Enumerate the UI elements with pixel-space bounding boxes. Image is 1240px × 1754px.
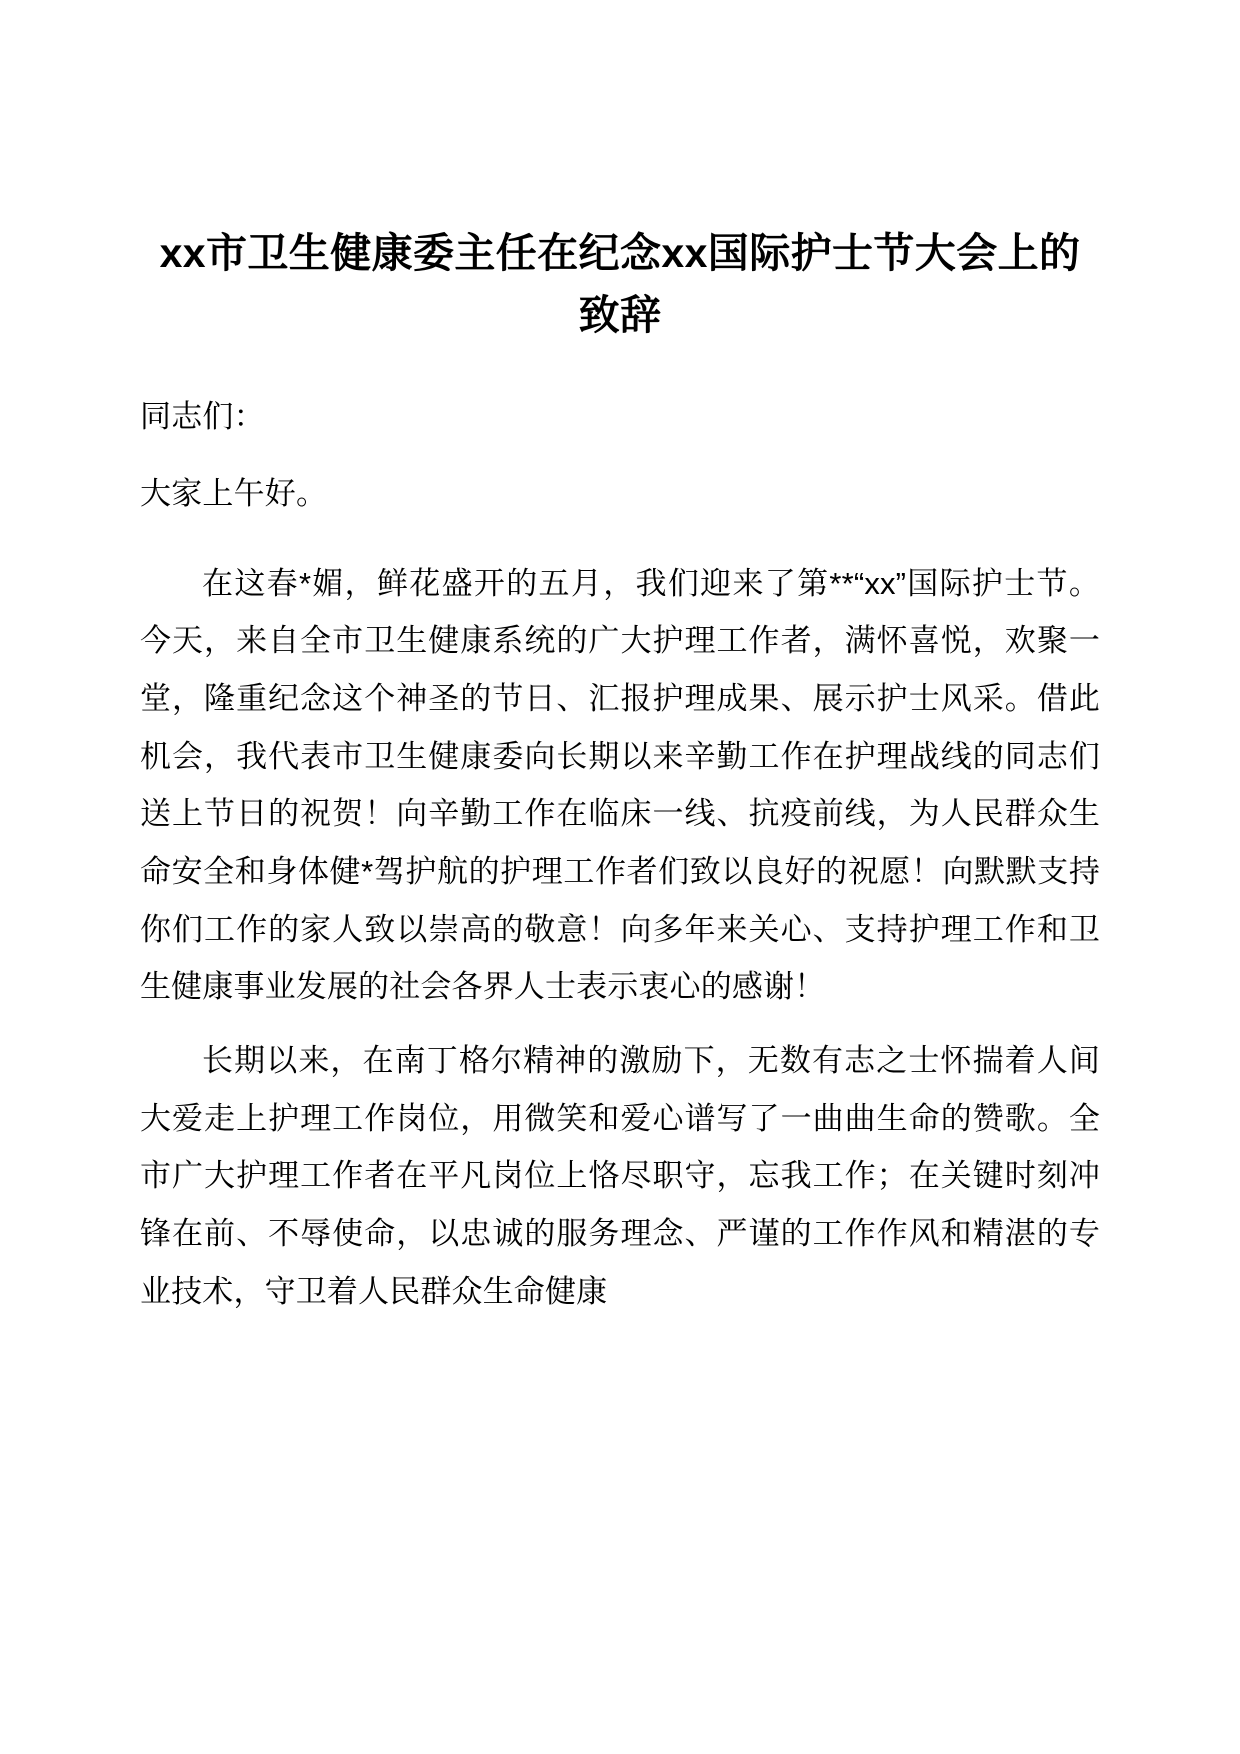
greeting-line: 大家上午好。 xyxy=(140,475,328,511)
page-title: xx市卫生健康委主任在纪念xx国际护士节大会上的致辞 xyxy=(159,230,1081,339)
body-paragraph-2: 长期以来，在南丁格尔精神的激励下，无数有志之士怀揣着人间大爱走上护理工作岗位，用微笑和爱心谱写了一曲曲生命的赞歌。全市广大护理工作者在平凡岗位上恪尽职守，忘我工作；在关键时刻冲锋在前、不辱使命，以忠诚的服务理念、严谨的工作作风和精湛的专业技术，守卫着人民群众生命健康 xyxy=(140,1042,1100,1309)
salutation-line: 同志们： xyxy=(140,398,265,434)
document-content xyxy=(140,0,1100,1320)
body-paragraph-1: 在这春*媚，鲜花盛开的五月，我们迎来了第**“xx”国际护士节。今天，来自全市卫生健康系统的广大护理工作者，满怀喜悦，欢聚一堂，隆重纪念这个神圣的节日、汇报护理成果、展示护士风采。借此机会，我代表市卫生健康委向长期以来辛勤工作在护理战线的同志们送上节日的祝贺！向辛勤工作在临床一线、抗疫前线，为人民群众生命安全和身体健*驾护航的护理工作者们致以良好的祝愿！向默默支持你们工作的家人致以崇高的敬意！向多年来关心、支持护理工作和卫生健康事业发展的社会各界人士表示衷心的感谢！ xyxy=(140,565,1100,1005)
